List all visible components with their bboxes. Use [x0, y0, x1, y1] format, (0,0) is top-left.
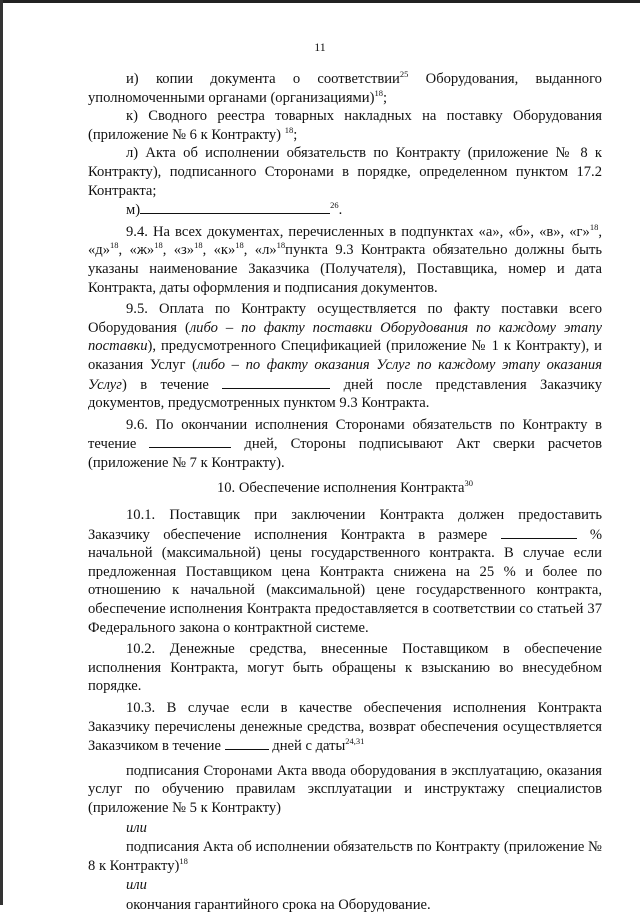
scan-left-edge: [0, 0, 3, 905]
option-fulfillment-act: подписания Акта об исполнении обязательств по Контракту (приложение № 8 к Контракту)$^{18}$: [88, 839, 602, 874]
paragraph-10-3: 10.3. В случае если в качестве обеспечения исполнения Контракта Заказчику перечислены денежные средства, возврат обеспечения осуществляется Заказчиком в течение дней с даты$^{24,31}$: [88, 700, 602, 755]
blank-line: [222, 375, 330, 389]
paragraph-9-6: 9.6. По окончании исполнения Сторонами обязательств по Контракту в течение дней, Стороны подписывают Акт сверки расчетов (приложение № 7 к Контракту).: [88, 416, 602, 471]
item-m: м) $^{26}$.: [126, 200, 343, 219]
or-label: или: [126, 877, 147, 894]
paragraph-10-2: 10.2. Денежные средства, внесенные Поставщиком в обеспечение исполнения Контракта, могут быть обращены к взысканию во внесудебном порядке.: [88, 641, 602, 695]
blank-line: [501, 525, 577, 539]
scan-top-edge: [0, 0, 640, 3]
item-i: и) копии документа о соответствии$^{25}$ Оборудования, выданного уполномоченными органами (организациями)$^{18}$;: [88, 69, 602, 106]
blank-line: [225, 736, 269, 750]
option-commissioning-act: подписания Сторонами Акта ввода оборудования в эксплуатацию, оказания услуг по обучению правилам эксплуатации и инструктажу специалистов (приложение № 5 к Контракту): [88, 762, 602, 816]
blank-line: [149, 434, 231, 448]
option-warranty-end: окончания гарантийного срока на Оборудование.: [126, 896, 431, 913]
section-10-heading: 10. Обеспечение исполнения Контракта$^{30}$: [216, 478, 474, 497]
blank-line: [140, 200, 330, 214]
paragraph-9-4: 9.4. На всех документах, перечисленных в подпунктах «а», «б», «в», «г»$^{18}$, «д»$^{18}$, «ж»$^{18}$, «з»$^{18}$, «к»$^{18}$, «л»$^{18}$пункта 9.3 Контракта обязательно должны быть указаны наименование Заказчика (Получателя), Поставщика, номер и дата Контракта, даты оформления и подписания документов.: [88, 221, 602, 296]
item-l: л) Акта об исполнении обязательств по Контракту (приложение № 8 к Контракту), подписанного Сторонами в порядке, определенном пунктом 17.2 Контракта;: [88, 145, 602, 199]
or-label: или: [126, 819, 147, 836]
paragraph-10-1: 10.1. Поставщик при заключении Контракта должен предоставить Заказчику обеспечение исполнения Контракта в размере % начальной (максимальной) цены государственного контракта. В случае если предложенная Поставщиком цена Контракта снижена на 25 % и более по отношению к начальной (максимальной) цене государственного контракта, обеспечение исполнения Контракта предоставляется в соответствии со статьей 37 Федерального закона о контрактной системе.: [88, 507, 603, 636]
page-number: 11: [314, 40, 326, 54]
paragraph-9-5: 9.5. Оплата по Контракту осуществляется по факту поставки всего Оборудования (либо – по факту поставки Оборудования по каждому этапу поставки), предусмотренного Спецификацией (приложение № 1 к Контракту), и оказания Услуг (либо – по факту оказания Услуг по каждому этапу оказания Услуг) в течение дней после представления Заказчику документов, предусмотренных пунктом 9.3 Контракта.: [88, 301, 602, 412]
document-body: [88, 70, 602, 915]
item-k: к) Сводного реестра товарных накладных на поставку Оборудования (приложение № 6 к Контракту) $^{18}$;: [88, 108, 602, 143]
